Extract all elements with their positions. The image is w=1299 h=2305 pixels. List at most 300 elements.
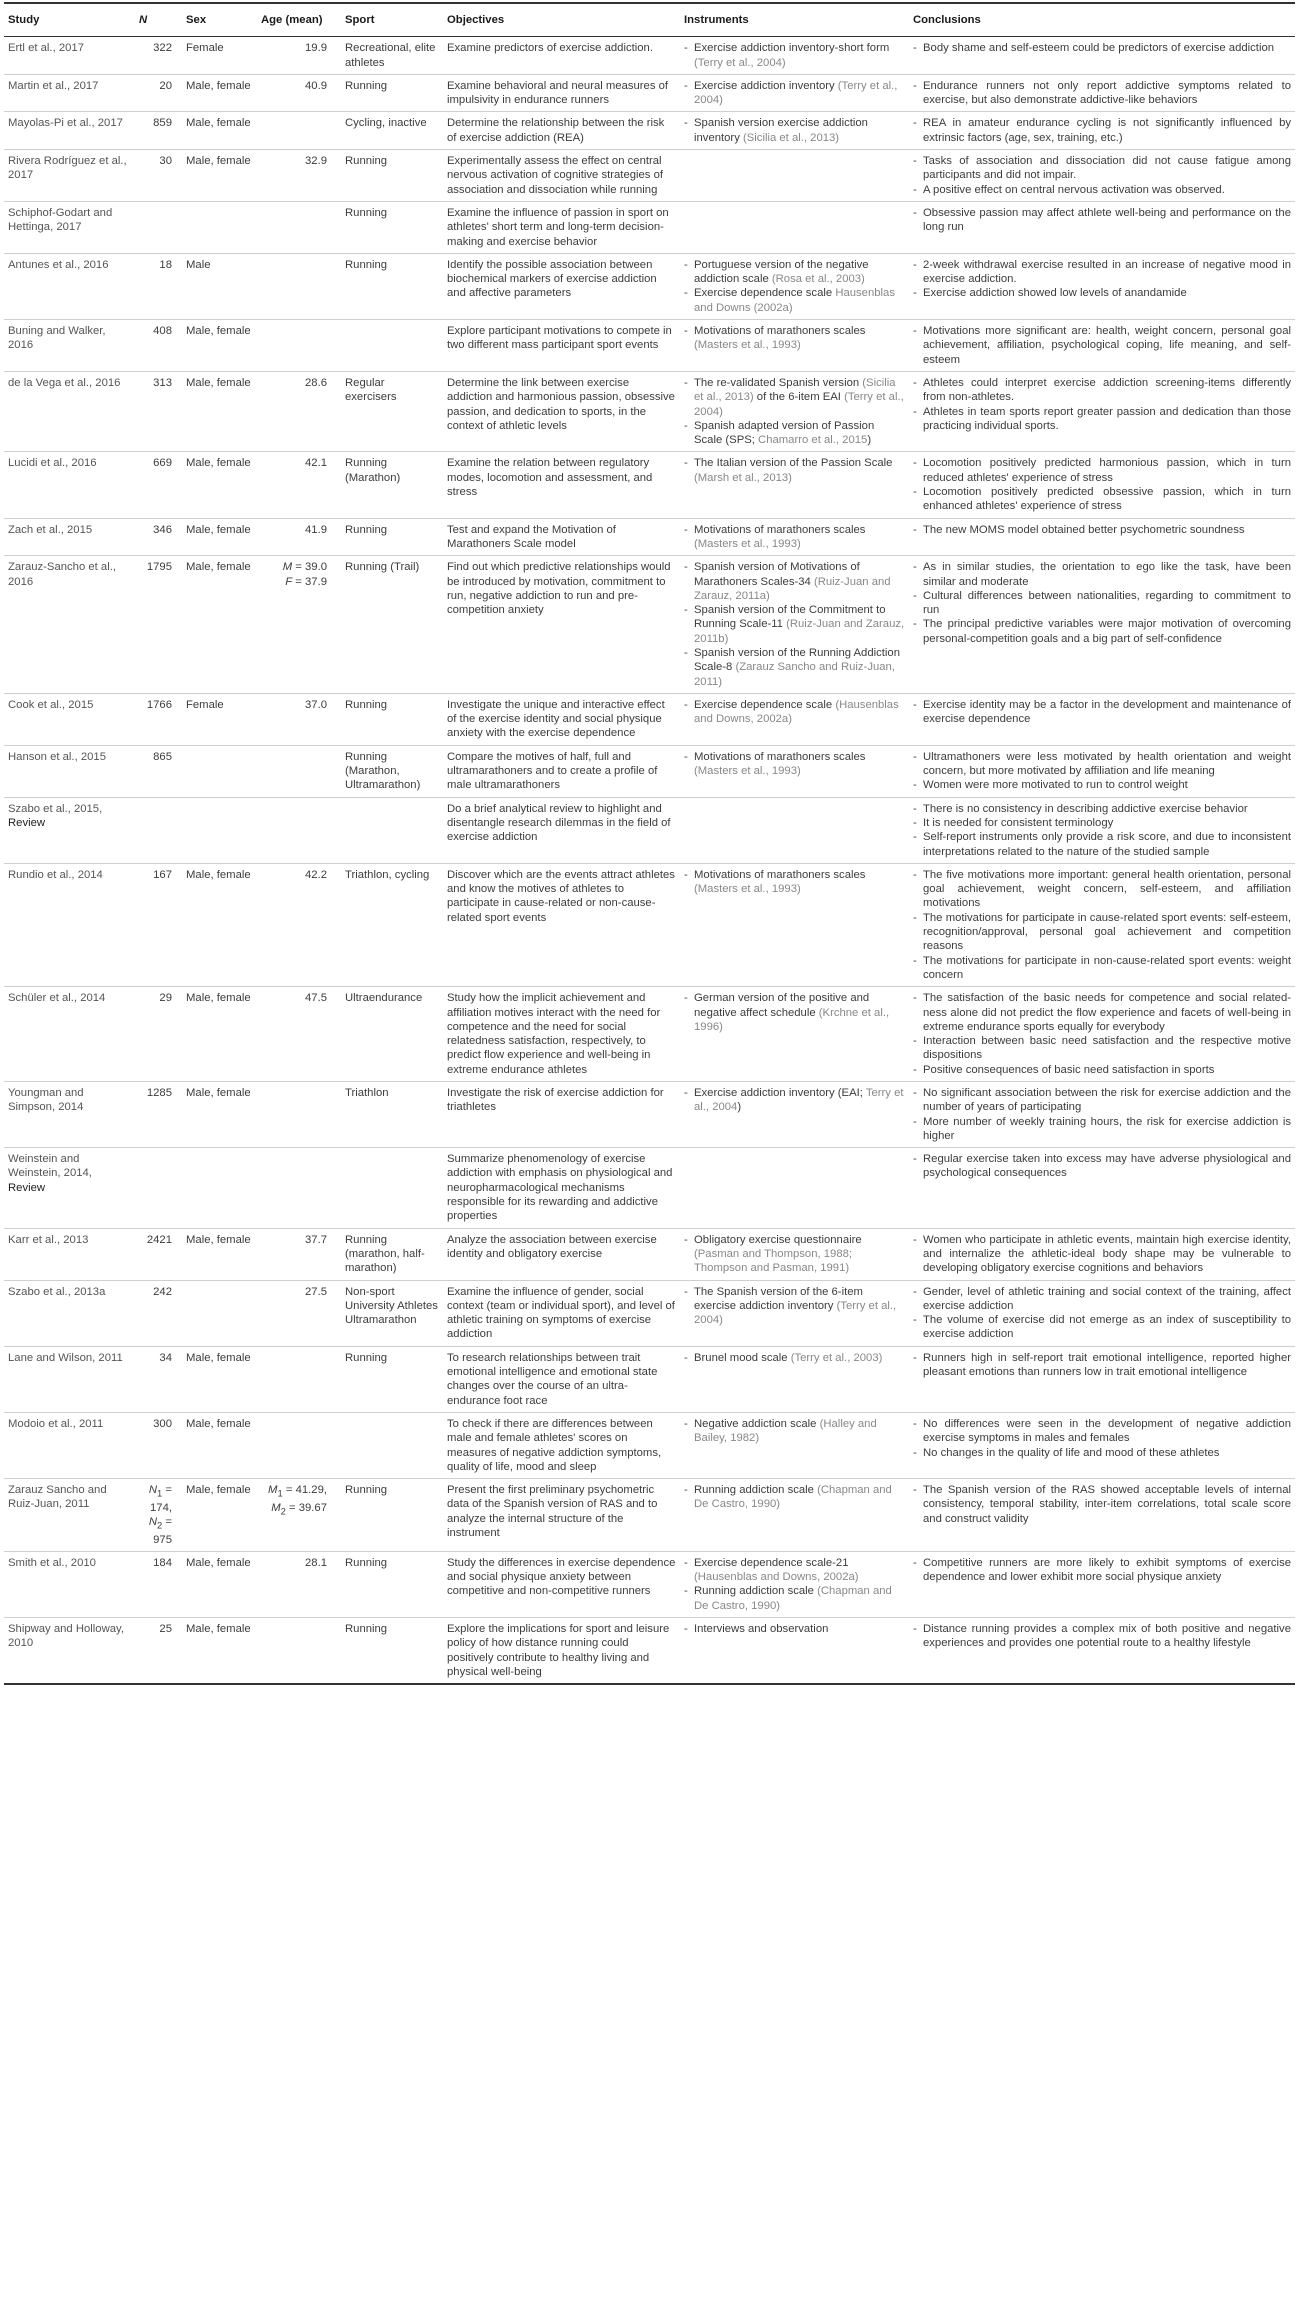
instrument-citation: (Zarauz Sancho and Ruiz-Juan, 2011) [694,661,895,688]
table-row [4,1148,1295,1228]
objectives-cell [443,797,680,863]
sport-value: Running [345,1351,388,1364]
study-cell [4,1228,135,1280]
conclusions-cell [909,253,1295,319]
age-cell [257,253,341,319]
sex-value: Male, female [186,155,251,168]
conclusions-list [913,1351,1291,1380]
study-citation: Mayolas-Pi et al., 2017 [8,117,123,130]
sport-cell [341,320,443,372]
instrument-citation: Chamarro et al., 2015 [758,434,868,447]
study-citation: Shipway and Holloway, 2010 [8,1623,124,1650]
n-value: 346 [153,523,172,536]
instrument-text: Spanish version of the Commitment to Running Scale-11 [694,604,886,631]
conclusions-cell [909,1346,1295,1412]
conclusions-list [913,154,1291,197]
n-cell [135,1082,182,1148]
instrument-text: Spanish version exercise addiction inventory [694,117,868,144]
n-cell [135,371,182,451]
study-citation: Lane and Wilson, 2011 [8,1351,123,1364]
table-row [4,371,1295,451]
table-row [4,452,1295,518]
instrument-citation: Hausenblas and Downs (2002a) [694,287,895,314]
conclusions-list [913,41,1291,55]
instrument-citation: (Ruiz-Juan and Zarauz, 2011b) [694,618,905,645]
header-age: Age (mean) [257,3,341,37]
instrument-citation: (Terry et al., 2004) [694,56,786,69]
age-value: 41.9 [305,523,327,536]
conclusion-item: - No significant association between the risk for exercise addiction and the number of years of participating [913,1086,1291,1115]
math-variable: N [148,1515,158,1528]
instruments-cell [680,1228,909,1280]
header-conclusions: Conclusions [909,3,1295,37]
instrument-text: Motivations of marathoners scales [694,523,866,536]
sex-cell [182,1618,257,1685]
math-value: = 41.29, [282,1484,327,1497]
conclusion-item: - Positive consequences of basic need satisfaction in sports [913,1063,1291,1077]
study-cell [4,74,135,112]
sex-value: Male, female [186,1351,251,1364]
age-cell [257,1228,341,1280]
conclusions-cell [909,556,1295,694]
objectives-cell [443,201,680,253]
header-sex: Sex [182,3,257,37]
conclusions-cell [909,1280,1295,1346]
math-variable: F [285,575,293,588]
sex-cell [182,1082,257,1148]
instruments-cell [680,693,909,745]
n-cell [135,452,182,518]
instrument-citation: (Terry et al., 2004) [694,79,898,107]
objectives-text: Analyze the association between exercise identity and obligatory exercise [447,1233,657,1260]
conclusions-cell [909,1148,1295,1228]
objectives-text: Test and expand the Motivation of Marathoners Scale model [447,523,616,550]
study-cell [4,1082,135,1148]
sport-value: Triathlon [345,1087,389,1099]
study-citation: Martin et al., 2017 [8,79,99,92]
sex-cell [182,1228,257,1280]
instrument-item [684,1285,905,1328]
conclusion-item: - Women who participate in athletic events, maintain high exercise identity, and internalize the athletic-ideal body shape may be vulnerable to developing obligatory exercise cognitions and behaviors [913,1233,1291,1276]
sport-cell [341,693,443,745]
instrument-citation: (Masters et al., 1993) [694,883,801,896]
instruments-cell [680,452,909,518]
objectives-cell [443,693,680,745]
conclusions-cell [909,1618,1295,1685]
math-value: = 39.0 [292,561,327,574]
objectives-cell [443,1280,680,1346]
sport-value: Running [345,1484,388,1497]
conclusion-item: - Gender, level of athletic training and social context of the training, affect exercise addiction [913,1285,1291,1314]
age-cell [257,1618,341,1685]
study-citation: Karr et al., 2013 [8,1233,89,1246]
study-cell [4,1618,135,1685]
math-variable: N [148,1484,158,1497]
table-row [4,253,1295,319]
sport-cell [341,987,443,1082]
instrument-text: Portuguese version of the negative addiction scale [694,258,869,286]
instrument-text: The re-validated Spanish version [694,376,863,389]
table-row [4,1346,1295,1412]
instruments-list [684,1086,905,1115]
math-subscript: 2 [157,1519,163,1531]
instrument-item [684,1417,905,1446]
conclusions-list [913,324,1291,367]
conclusions-list [913,802,1291,859]
study-cell [4,1412,135,1478]
sex-cell [182,556,257,694]
study-cell [4,1148,135,1228]
header-n: N [135,3,182,37]
n-cell [135,1412,182,1478]
table-row [4,320,1295,372]
math-subscript: 1 [277,1487,283,1499]
header-objectives: Objectives [443,3,680,37]
sex-cell [182,150,257,202]
sex-value: Male, female [186,457,251,470]
study-cell [4,201,135,253]
objectives-text: Examine the influence of passion in sport on athletes' short term and long-term decision-making and exercise behavior [447,206,669,248]
sport-value: Running [345,1623,388,1635]
n-cell [135,863,182,986]
conclusions-list [913,868,1291,982]
age-cell [257,74,341,112]
study-citation: Buning and Walker, 2016 [8,325,106,352]
conclusion-item: - Runners high in self-report trait emotional intelligence, reported higher pleasant emotions than runners low in trait emotional intelligence [913,1351,1291,1380]
study-cell [4,863,135,986]
n-cell [135,1148,182,1228]
sport-value: Running [345,1556,388,1569]
n-value: 865 [153,750,172,763]
sport-value: Running (Marathon, Ultramarathon) [345,750,421,792]
study-citation: Hanson et al., 2015 [8,750,106,763]
instruments-cell [680,112,909,150]
age-cell [257,1280,341,1346]
instrument-item [684,286,905,315]
n-cell [135,745,182,797]
instrument-item [684,1233,905,1276]
sport-cell [341,863,443,986]
age-value: 40.9 [305,79,327,92]
study-cell [4,987,135,1082]
instruments-list [684,376,905,447]
sex-cell [182,371,257,451]
instrument-item [684,991,905,1034]
objectives-text: To check if there are differences between male and female athletes' scores on measures of negative addiction symptoms, quality of life, mood and sleep [447,1417,662,1473]
instrument-text: Brunel mood scale [694,1351,791,1364]
conclusions-list [913,1285,1291,1342]
sex-value: Male, female [186,868,251,881]
objectives-text: Summarize phenomenology of exercise addiction with emphasis on physiological and neuropharmacological mechanisms responsible for its rewarding and addictive properties [447,1153,673,1223]
instrument-text: Motivations of marathoners scales [694,325,866,338]
conclusion-item: - Athletes in team sports report greater passion and dedication than those practicing individual sports. [913,405,1291,434]
n-value: 322 [153,42,172,55]
sport-cell [341,37,443,75]
instruments-cell [680,253,909,319]
instruments-list [684,991,905,1034]
age-value: 28.1 [305,1556,327,1569]
sport-cell [341,452,443,518]
table-header-row [4,3,1295,37]
conclusion-item: - Self-report instruments only provide a risk score, and due to inconsistent interpretations related to the nature of the studied sample [913,830,1291,859]
instruments-cell [680,1280,909,1346]
instruments-cell [680,863,909,986]
study-cell [4,518,135,556]
sex-cell [182,1148,257,1228]
objectives-cell [443,863,680,986]
objectives-cell [443,1551,680,1617]
n-value: 34 [159,1351,172,1364]
age-value: 32.9 [305,155,327,168]
sport-cell [341,201,443,253]
study-citation: Weinstein and Weinstein, 2014, [8,1153,92,1180]
n-cell [135,1479,182,1552]
study-cell [4,556,135,694]
conclusion-item: - The motivations for participate in non-cause-related sport events: weight concern [913,954,1291,983]
age-value: 42.2 [305,868,327,881]
n-cell [135,112,182,150]
conclusion-item: - Interaction between basic need satisfaction and the respective motive dispositions [913,1034,1291,1063]
table-row [4,987,1295,1082]
n-value: 669 [153,457,172,470]
objectives-text: Investigate the unique and interactive effect of the exercise identity and social physique anxiety with the exercise dependence [447,698,665,740]
instrument-text: Exercise dependence scale-21 [694,1556,849,1569]
study-citation: Rundio et al., 2014 [8,868,103,881]
header-instruments: Instruments [680,3,909,37]
age-cell [257,693,341,745]
sport-cell [341,797,443,863]
conclusions-cell [909,797,1295,863]
sex-cell [182,1346,257,1412]
study-citation: Szabo et al., 2013a [8,1285,106,1298]
objectives-cell [443,745,680,797]
instruments-cell [680,1148,909,1228]
instrument-citation: Terry et al., 2004 [694,1087,904,1114]
n-cell [135,518,182,556]
conclusions-list [913,1417,1291,1460]
sport-value: Running (Trail) [345,561,420,574]
conclusions-cell [909,37,1295,75]
instrument-item [684,560,905,603]
instrument-citation: (Ruiz-Juan and Zarauz, 2011a) [694,575,891,602]
n-value: 242 [153,1285,172,1298]
conclusions-list [913,698,1291,727]
instruments-cell [680,1346,909,1412]
n-value: 18 [159,258,172,271]
math-value: = 975 [153,1515,172,1546]
age-cell [257,1479,341,1552]
instrument-text: Exercise addiction inventory-short form [694,42,890,55]
instruments-list [684,698,905,727]
n-cell [135,253,182,319]
sport-value: Ultraendurance [345,992,423,1005]
sex-cell [182,253,257,319]
study-cell [4,320,135,372]
instruments-cell [680,1082,909,1148]
study-cell [4,1280,135,1346]
conclusions-list [913,1233,1291,1276]
sex-cell [182,1280,257,1346]
sport-cell [341,74,443,112]
instruments-cell [680,745,909,797]
n-cell [135,693,182,745]
sex-value: Female [186,42,224,55]
n-cell [135,1618,182,1685]
age-cell [257,745,341,797]
conclusion-item: - 2-week withdrawal exercise resulted in an increase of negative mood in exercise addiction. [913,258,1291,287]
conclusions-cell [909,1228,1295,1280]
sport-cell [341,150,443,202]
objectives-text: Examine predictors of exercise addiction. [447,42,653,55]
sex-cell [182,112,257,150]
sex-cell [182,693,257,745]
conclusions-cell [909,1082,1295,1148]
sport-cell [341,1412,443,1478]
study-cell [4,745,135,797]
objectives-cell [443,112,680,150]
conclusions-list [913,523,1291,537]
conclusion-item: - Tasks of association and dissociation did not cause fatigue among participants and did not impair. [913,154,1291,183]
instrument-item [684,750,905,779]
n-value: 1285 [146,1087,172,1099]
conclusion-item: - Ultramathoners were less motivated by health orientation and weight concern, but more motivated by affiliation and life meaning [913,750,1291,779]
instrument-citation: (Masters et al., 1993) [694,765,801,778]
instrument-item [684,1086,905,1115]
conclusions-list [913,1556,1291,1585]
n-value: 313 [153,376,172,389]
instrument-text: Running addiction scale [694,1585,818,1598]
study-citation: Zach et al., 2015 [8,523,93,536]
table-row [4,797,1295,863]
table-row [4,201,1295,253]
study-citation: Youngman and Simpson, 2014 [8,1087,84,1114]
study-cell [4,371,135,451]
objectives-text: Find out which predictive relationships would be introduced by motivation, commitment to run, negative addiction to run and pre-competition anxiety [447,561,671,617]
instrument-text: Interviews and observation [694,1623,829,1635]
table-row [4,112,1295,150]
instrument-text: Negative addiction scale [694,1417,820,1430]
instrument-text-tail: ) [867,434,872,447]
table-row [4,1082,1295,1148]
table-row [4,150,1295,202]
conclusions-list [913,1622,1291,1651]
sport-cell [341,371,443,451]
table-row [4,74,1295,112]
study-cell [4,112,135,150]
age-cell [257,518,341,556]
conclusion-item: - REA in amateur endurance cycling is not significantly influenced by extrinsic factors (age, sex, training, etc.) [913,116,1291,145]
conclusions-cell [909,1412,1295,1478]
objectives-cell [443,1412,680,1478]
study-citation: Schüler et al., 2014 [8,992,106,1005]
sex-cell [182,1412,257,1478]
conclusion-item: - The principal predictive variables were major motivation of overcoming personal-competition goals and a big part of self-confidence [913,617,1291,646]
instruments-cell [680,37,909,75]
study-cell [4,37,135,75]
instrument-text: Exercise dependence scale [694,698,836,711]
instruments-list [684,41,905,70]
age-cell [257,1346,341,1412]
conclusions-cell [909,987,1295,1082]
instrument-citation: (Sicilia et al., 2013) [742,131,840,144]
conclusions-list [913,750,1291,793]
sport-value: Running (marathon, half-marathon) [345,1233,425,1275]
objectives-cell [443,1618,680,1685]
age-value-line [261,1483,327,1501]
n-value: 1795 [146,561,172,574]
n-cell [135,1551,182,1617]
instrument-item [684,419,905,448]
age-value-line [261,575,327,589]
math-value: = 37.9 [292,575,327,588]
conclusion-item: - More number of weekly training hours, the risk for exercise addiction is higher [913,1115,1291,1144]
study-citation: Schiphof-Godart and Hettinga, 2017 [8,206,113,234]
table-row [4,1280,1295,1346]
instruments-cell [680,1551,909,1617]
objectives-text: Compare the motives of half, full and ultramarathoners and to create a profile of male ultramarathoners [447,750,658,792]
sport-value: Running [345,79,388,92]
sport-value: Running [345,155,388,168]
instrument-citation: (Halley and Bailey, 1982) [694,1417,877,1445]
instrument-item [684,116,905,145]
instrument-citation: (Hausenblas and Downs, 2002a) [694,1571,859,1584]
n-cell [135,1280,182,1346]
objectives-text: Explore the implications for sport and leisure policy of how distance running could positively contribute to healthy living and physical well-being [447,1623,670,1678]
sex-cell [182,863,257,986]
conclusion-item: - As in similar studies, the orientation to ego like the task, have been similar and moderate [913,560,1291,589]
conclusion-item: - Exercise addiction showed low levels of anandamide [913,286,1291,300]
instrument-text: The Spanish version of the 6-item exercise addiction inventory [694,1285,863,1312]
sport-value: Non-sport University Athletes Ultramarathon [345,1285,438,1327]
instruments-cell [680,150,909,202]
instrument-text-tail: of the 6-item EAI [753,391,845,404]
study-cell [4,693,135,745]
objectives-cell [443,320,680,372]
instruments-cell [680,987,909,1082]
conclusions-list [913,456,1291,513]
sport-cell [341,1551,443,1617]
study-cell [4,253,135,319]
study-citation: Lucidi et al., 2016 [8,457,97,470]
instrument-item [684,523,905,552]
table-body [4,37,1295,1684]
instruments-list [684,750,905,779]
table-row [4,1618,1295,1685]
n-cell [135,37,182,75]
sex-cell [182,745,257,797]
sport-cell [341,1346,443,1412]
header-sport: Sport [341,3,443,37]
age-value: 37.7 [305,1233,327,1246]
conclusions-cell [909,452,1295,518]
math-variable: M [271,1501,281,1514]
sport-cell [341,112,443,150]
conclusions-cell [909,150,1295,202]
objectives-text: Discover which are the events attract athletes and know the motives of athletes to participate in cause-related or non-cause-related sport events [447,868,675,924]
age-cell [257,556,341,694]
instrument-text: The Italian version of the Passion Scale [694,457,893,470]
conclusions-list [913,991,1291,1077]
objectives-text: Study how the implicit achievement and affiliation motives interact with the need for competence and the need for social relatedness satisfaction, respectively, to predict flow experience and well-being in extreme endurance athletes [447,992,661,1076]
conclusion-item: - Distance running provides a complex mix of both positive and negative experiences and provides one potential route to a healthy lifestyle [913,1622,1291,1651]
instrument-citation: (Masters et al., 1993) [694,339,801,352]
objectives-text: Explore participant motivations to compete in two different mass participant sport events [447,325,672,352]
conclusions-list [913,116,1291,145]
sport-cell [341,253,443,319]
study-citation: Cook et al., 2015 [8,698,94,711]
objectives-cell [443,452,680,518]
conclusions-list [913,376,1291,433]
